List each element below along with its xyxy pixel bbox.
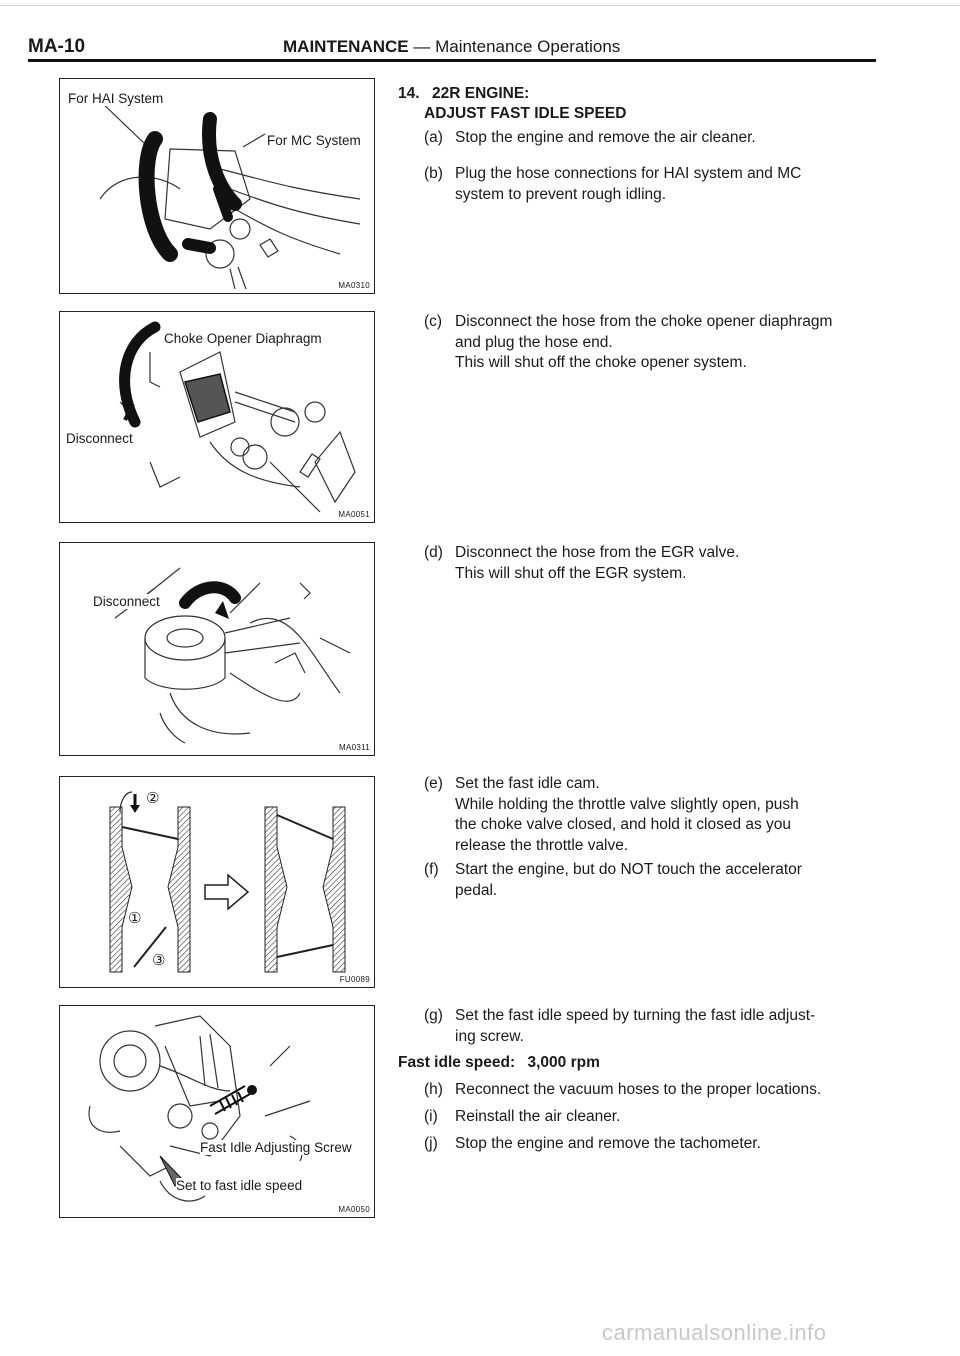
page-code: MA-10 — [28, 36, 86, 57]
item-letter: (a) — [424, 129, 443, 146]
item-line: Reconnect the vacuum hoses to the proper locations. — [455, 1081, 822, 1098]
item-line: Set the fast idle speed by turning the fast idle adjust- — [455, 1007, 816, 1024]
procedure-item-f — [424, 860, 884, 901]
procedure-item-b — [424, 164, 884, 205]
title-dash: — — [413, 37, 431, 56]
item-line: Disconnect the hose from the EGR valve. — [455, 544, 740, 561]
item-letter: (j) — [424, 1135, 438, 1152]
step-heading — [398, 84, 626, 124]
step-title-line1: 22R ENGINE: — [432, 85, 530, 102]
item-line: Start the engine, but do NOT touch the accelerator — [455, 861, 802, 878]
procedure-item-h — [424, 1080, 884, 1101]
figure-code: MA0050 — [338, 1205, 370, 1214]
figure-egr-valve — [59, 542, 375, 756]
procedure-item-g — [424, 1006, 884, 1047]
figure-choke-opener — [59, 311, 375, 523]
label-marker-2: ② — [146, 790, 160, 807]
item-line: This will shut off the choke opener system. — [455, 354, 747, 371]
page-title — [283, 37, 620, 57]
figure-carburetor-valves — [59, 776, 375, 988]
label-marker-3: ③ — [152, 952, 166, 969]
fast-idle-speed-spec — [398, 1054, 600, 1072]
item-line: system to prevent rough idling. — [455, 185, 667, 203]
item-line: and plug the hose end. — [455, 333, 613, 351]
item-line: Stop the engine and remove the air cleaner. — [455, 129, 756, 146]
spec-label: Fast idle speed: — [398, 1054, 516, 1071]
item-line: Reinstall the air cleaner. — [455, 1108, 621, 1125]
item-line: Plug the hose connections for HAI system and MC — [455, 165, 802, 182]
label-choke-opener-diaphragm: Choke Opener Diaphragm — [164, 331, 322, 346]
spec-value: 3,000 rpm — [527, 1054, 600, 1071]
step-title-line2: ADJUST FAST IDLE SPEED — [424, 105, 627, 122]
label-set-to-fast-idle-speed: Set to fast idle speed — [176, 1178, 303, 1193]
label-fast-idle-adjusting-screw: Fast Idle Adjusting Screw — [200, 1140, 352, 1155]
figure-code: FU0089 — [339, 975, 370, 984]
item-line: release the throttle valve. — [455, 836, 629, 854]
watermark: carmanualsonline.info — [602, 1320, 827, 1345]
item-letter: (c) — [424, 313, 443, 330]
item-letter: (d) — [424, 544, 443, 561]
label-mc-system: For MC System — [267, 133, 361, 148]
figure-carburetor-valves-drawing — [60, 777, 374, 987]
procedure-item-j — [424, 1134, 884, 1155]
item-letter: (f) — [424, 861, 439, 878]
procedure-item-d — [424, 543, 884, 584]
procedure-item-c — [424, 312, 884, 374]
item-line: the choke valve closed, and hold it closed as you — [455, 816, 792, 833]
item-letter: (e) — [424, 775, 443, 792]
header-rule — [28, 59, 876, 62]
item-letter: (b) — [424, 165, 443, 182]
item-letter: (h) — [424, 1081, 443, 1098]
figure-code: MA0310 — [338, 281, 370, 290]
item-letter: (i) — [424, 1108, 438, 1125]
item-letter: (g) — [424, 1007, 443, 1024]
figure-code: MA0311 — [338, 743, 370, 752]
item-line: Disconnect the hose from the choke opener diaphragm — [455, 313, 833, 330]
figure-code: MA0051 — [338, 510, 370, 519]
subsection-title: Maintenance Operations — [435, 37, 621, 56]
procedure-item-a — [424, 128, 884, 149]
procedure-item-i — [424, 1107, 884, 1128]
figure-hose-plugs — [59, 78, 375, 294]
label-disconnect: Disconnect — [66, 431, 133, 446]
label-hai-system: For HAI System — [68, 91, 164, 106]
item-line: This will shut off the EGR system. — [455, 564, 687, 582]
section-title: MAINTENANCE — [283, 37, 409, 56]
page-top-line — [0, 5, 960, 6]
figure-fast-idle-screw — [59, 1005, 375, 1218]
step-number: 14. — [398, 85, 420, 102]
item-line: ing screw. — [455, 1027, 524, 1045]
figure-egr-valve-drawing — [60, 543, 374, 755]
label-disconnect: Disconnect — [93, 594, 160, 609]
label-marker-1: ① — [128, 910, 142, 927]
figure-hose-plugs-drawing — [60, 79, 374, 293]
item-line: Set the fast idle cam. — [455, 775, 600, 792]
item-line: pedal. — [455, 881, 498, 899]
procedure-item-e — [424, 774, 884, 856]
item-line: Stop the engine and remove the tachometer. — [455, 1135, 761, 1152]
item-line: While holding the throttle valve slightly open, push — [455, 795, 799, 813]
